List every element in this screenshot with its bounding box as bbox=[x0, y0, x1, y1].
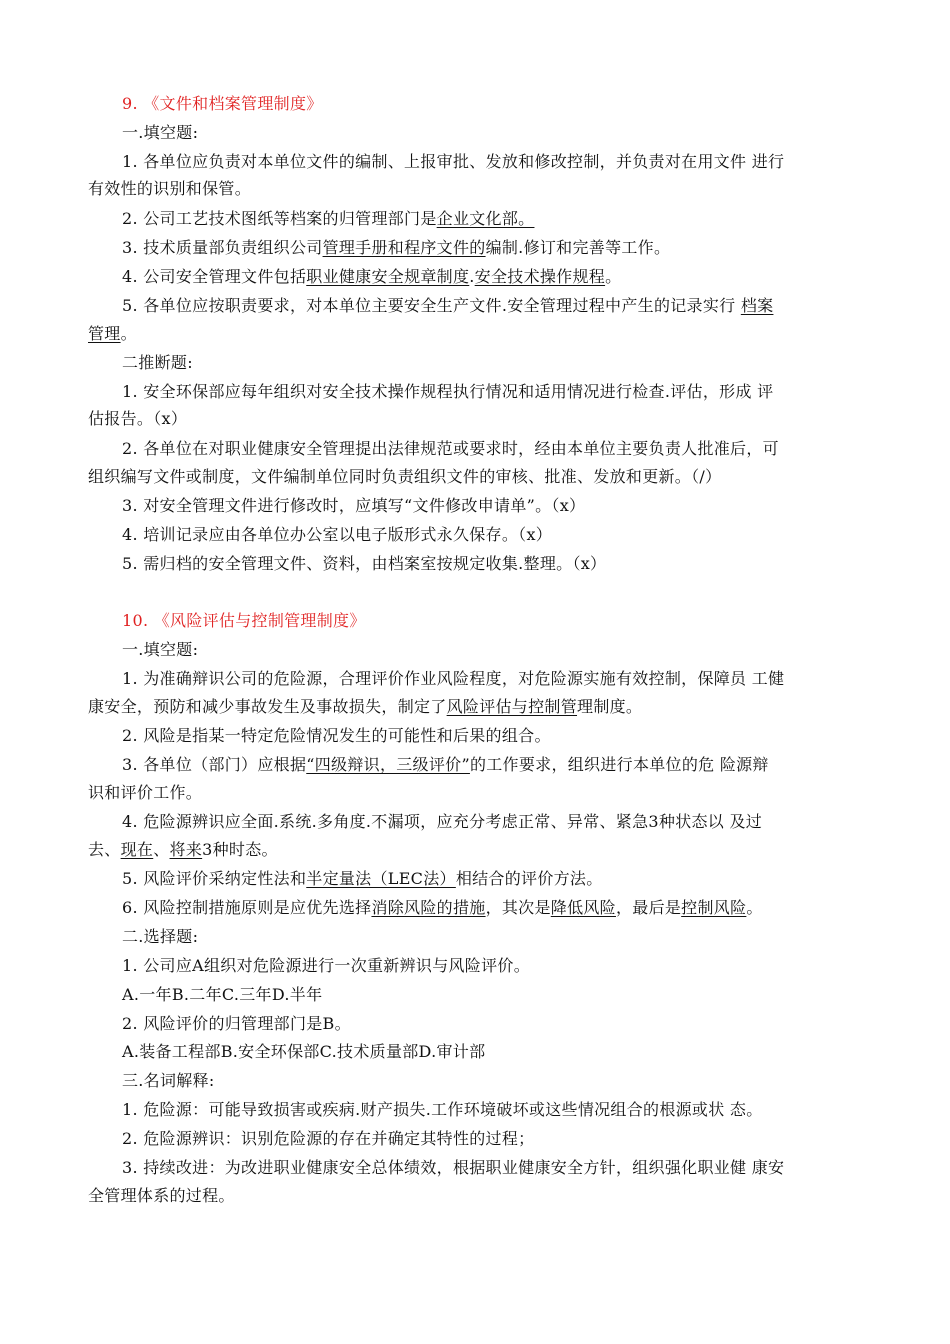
s10-def-3-line-1: 3. 持续改进：为改进职业健康安全总体绩效，根据职业健康安全方针，组织强化职业健 康安 bbox=[122, 1158, 785, 1177]
s10-mc-2-question: 2. 风险评价的归管理部门是B。 bbox=[122, 1014, 351, 1033]
s10-fill-3-text: 3. 各单位（部门）应根据 bbox=[122, 755, 307, 774]
s9-fill-4-end: 。 bbox=[605, 267, 622, 286]
s9-fill-5-text: 5. 各单位应按职责要求，对本单位主要安全生产文件.安全管理过程中产生的记录实行 bbox=[122, 296, 741, 315]
s10-fill-3-line-1 bbox=[122, 754, 769, 776]
s9-tf-1-line-1: 1. 安全环保部应每年组织对安全技术操作规程执行情况和适用情况进行检查.评估，形成 评 bbox=[122, 382, 774, 401]
s10-fill-5 bbox=[122, 868, 603, 890]
s9-fill-1-line-2: 有效性的识别和保管。 bbox=[88, 179, 252, 198]
s9-tf-1-line-2: 估报告。（x） bbox=[88, 409, 188, 428]
s10-fill-6 bbox=[122, 897, 763, 919]
s9-fill-4-text: 4. 公司安全管理文件包括 bbox=[122, 267, 307, 286]
s10-fill-3-text-end: 的工作要求，组织进行本单位的危 险源辩 bbox=[469, 755, 769, 774]
s9-fill-5-line-1 bbox=[122, 295, 773, 317]
s10-def-3-line-2: 全管理体系的过程。 bbox=[88, 1186, 235, 1205]
s9-fill-2-text: 2. 公司工艺技术图纸等档案的归管理部门是 bbox=[122, 209, 437, 228]
s9-tf-2-line-2: 组织编写文件或制度，文件编制单位同时负责组织文件的审核、批准、发放和更新。（/） bbox=[88, 467, 722, 486]
s10-fill-1-end: 理制度。 bbox=[577, 697, 643, 716]
s9-fill-1-line-1: 1. 各单位应负责对本单位文件的编制、上报审批、发放和修改控制，并负责对在用文件 进行 bbox=[122, 152, 785, 171]
section-9-title: 9. 《文件和档案管理制度》 bbox=[122, 94, 323, 113]
s10-fill-3-answer: “四级辩识，三级评价” bbox=[306, 755, 470, 774]
s9-fill-3-text-end: 编制.修订和完善等工作。 bbox=[485, 238, 671, 257]
section-10-title: 10. 《风险评估与控制管理制度》 bbox=[122, 611, 366, 630]
s9-fill-3-text: 3. 技术质量部负责组织公司 bbox=[122, 238, 323, 257]
s10-fill-1-text: 康安全，预防和减少事故发生及事故损失，制定了 bbox=[88, 697, 447, 716]
s9-fill-4-sep: . bbox=[469, 267, 475, 286]
s9-fill-4-answer-1: 职业健康安全规章制度 bbox=[306, 267, 470, 286]
s10-fill-6-mid-1: ，其次是 bbox=[485, 898, 551, 917]
s10-fill-4-answer-2: 将来 bbox=[169, 840, 203, 859]
s9-tf-4: 4. 培训记录应由各单位办公室以电子版形式永久保存。（x） bbox=[122, 525, 553, 544]
s10-fill-4-answer-1: 现在 bbox=[120, 840, 154, 859]
s10-fill-heading: 一.填空题: bbox=[122, 640, 199, 659]
s9-fill-3-answer: 管理手册和程序文件的 bbox=[322, 238, 486, 257]
s10-def-1: 1. 危险源：可能导致损害或疾病.财产损失.工作环境破坏或这些情况组合的根源或状 态。 bbox=[122, 1100, 763, 1119]
s10-fill-4-sep: 、 bbox=[153, 840, 170, 859]
s9-tf-5: 5. 需归档的安全管理文件、资料，由档案室按规定收集.整理。（x） bbox=[122, 554, 607, 573]
s10-fill-1-answer: 风险评估与控制管 bbox=[446, 697, 578, 716]
s10-fill-3-line-2: 识和评价工作。 bbox=[88, 783, 203, 802]
s10-fill-5-answer: 半定量法（LEC法） bbox=[306, 869, 456, 888]
s10-fill-6-answer-3: 控制风险 bbox=[681, 898, 747, 917]
s9-fill-4 bbox=[122, 266, 621, 288]
s10-fill-4-end: 3种时态。 bbox=[202, 840, 278, 859]
s10-fill-5-end: 相结合的评价方法。 bbox=[455, 869, 603, 888]
s10-fill-1-line-2 bbox=[88, 696, 642, 718]
s10-fill-4-line-1: 4. 危险源辨识应全面.系统.多角度.不漏项，应充分考虑正常、异常、紧急3种状态以 及过 bbox=[122, 812, 763, 831]
s9-fill-5-end: 。 bbox=[120, 324, 137, 343]
s9-fill-5-answer-1: 档案 bbox=[740, 296, 774, 315]
s10-fill-6-text: 6. 风险控制措施原则是应优先选择 bbox=[122, 898, 372, 917]
s9-fill-2 bbox=[122, 208, 534, 230]
s9-fill-4-answer-2: 安全技术操作规程 bbox=[474, 267, 606, 286]
s10-mc-1-options: A.一年B.二年C.三年D.半年 bbox=[122, 985, 323, 1004]
s10-mc-1-question: 1. 公司应A组织对危险源进行一次重新辨识与风险评价。 bbox=[122, 956, 531, 975]
s10-fill-5-text: 5. 风险评价采纳定性法和 bbox=[122, 869, 307, 888]
s9-fill-heading: 一.填空题: bbox=[122, 123, 199, 142]
s10-mc-2-options: A.装备工程部B.安全环保部C.技术质量部D.审计部 bbox=[122, 1042, 486, 1061]
s10-fill-4-line-2 bbox=[88, 839, 278, 861]
s10-fill-2: 2. 风险是指某一特定危险情况发生的可能性和后果的组合。 bbox=[122, 726, 551, 745]
s10-fill-1-line-1: 1. 为准确辩识公司的危险源，合理评价作业风险程度，对危险源实施有效控制，保障员 工健 bbox=[122, 669, 785, 688]
s10-def-2: 2. 危险源辨识：识别危险源的存在并确定其特性的过程； bbox=[122, 1129, 535, 1148]
s9-tf-heading: 二推断题: bbox=[122, 353, 193, 372]
s10-fill-4-text: 去、 bbox=[88, 840, 121, 859]
s10-fill-6-end: 。 bbox=[746, 898, 763, 917]
s9-fill-5-answer-2: 管理 bbox=[88, 324, 121, 343]
s9-tf-2-line-1: 2. 各单位在对职业健康安全管理提出法律规范或要求时，经由本单位主要负责人批准后，可 bbox=[122, 439, 779, 458]
s9-fill-5-line-2 bbox=[88, 323, 137, 345]
s10-fill-6-mid-2: ，最后是 bbox=[615, 898, 682, 917]
s10-def-heading: 三.名词解释: bbox=[122, 1071, 215, 1090]
s9-fill-3 bbox=[122, 237, 670, 259]
s10-mc-heading: 二.选择题: bbox=[122, 927, 199, 946]
s10-fill-6-answer-1: 消除风险的措施 bbox=[371, 898, 486, 917]
s10-fill-6-answer-2: 降低风险 bbox=[550, 898, 616, 917]
s9-fill-2-answer: 企业文化部。 bbox=[436, 209, 535, 228]
s9-tf-3: 3. 对安全管理文件进行修改时，应填写“文件修改申请单”。（x） bbox=[122, 496, 586, 515]
